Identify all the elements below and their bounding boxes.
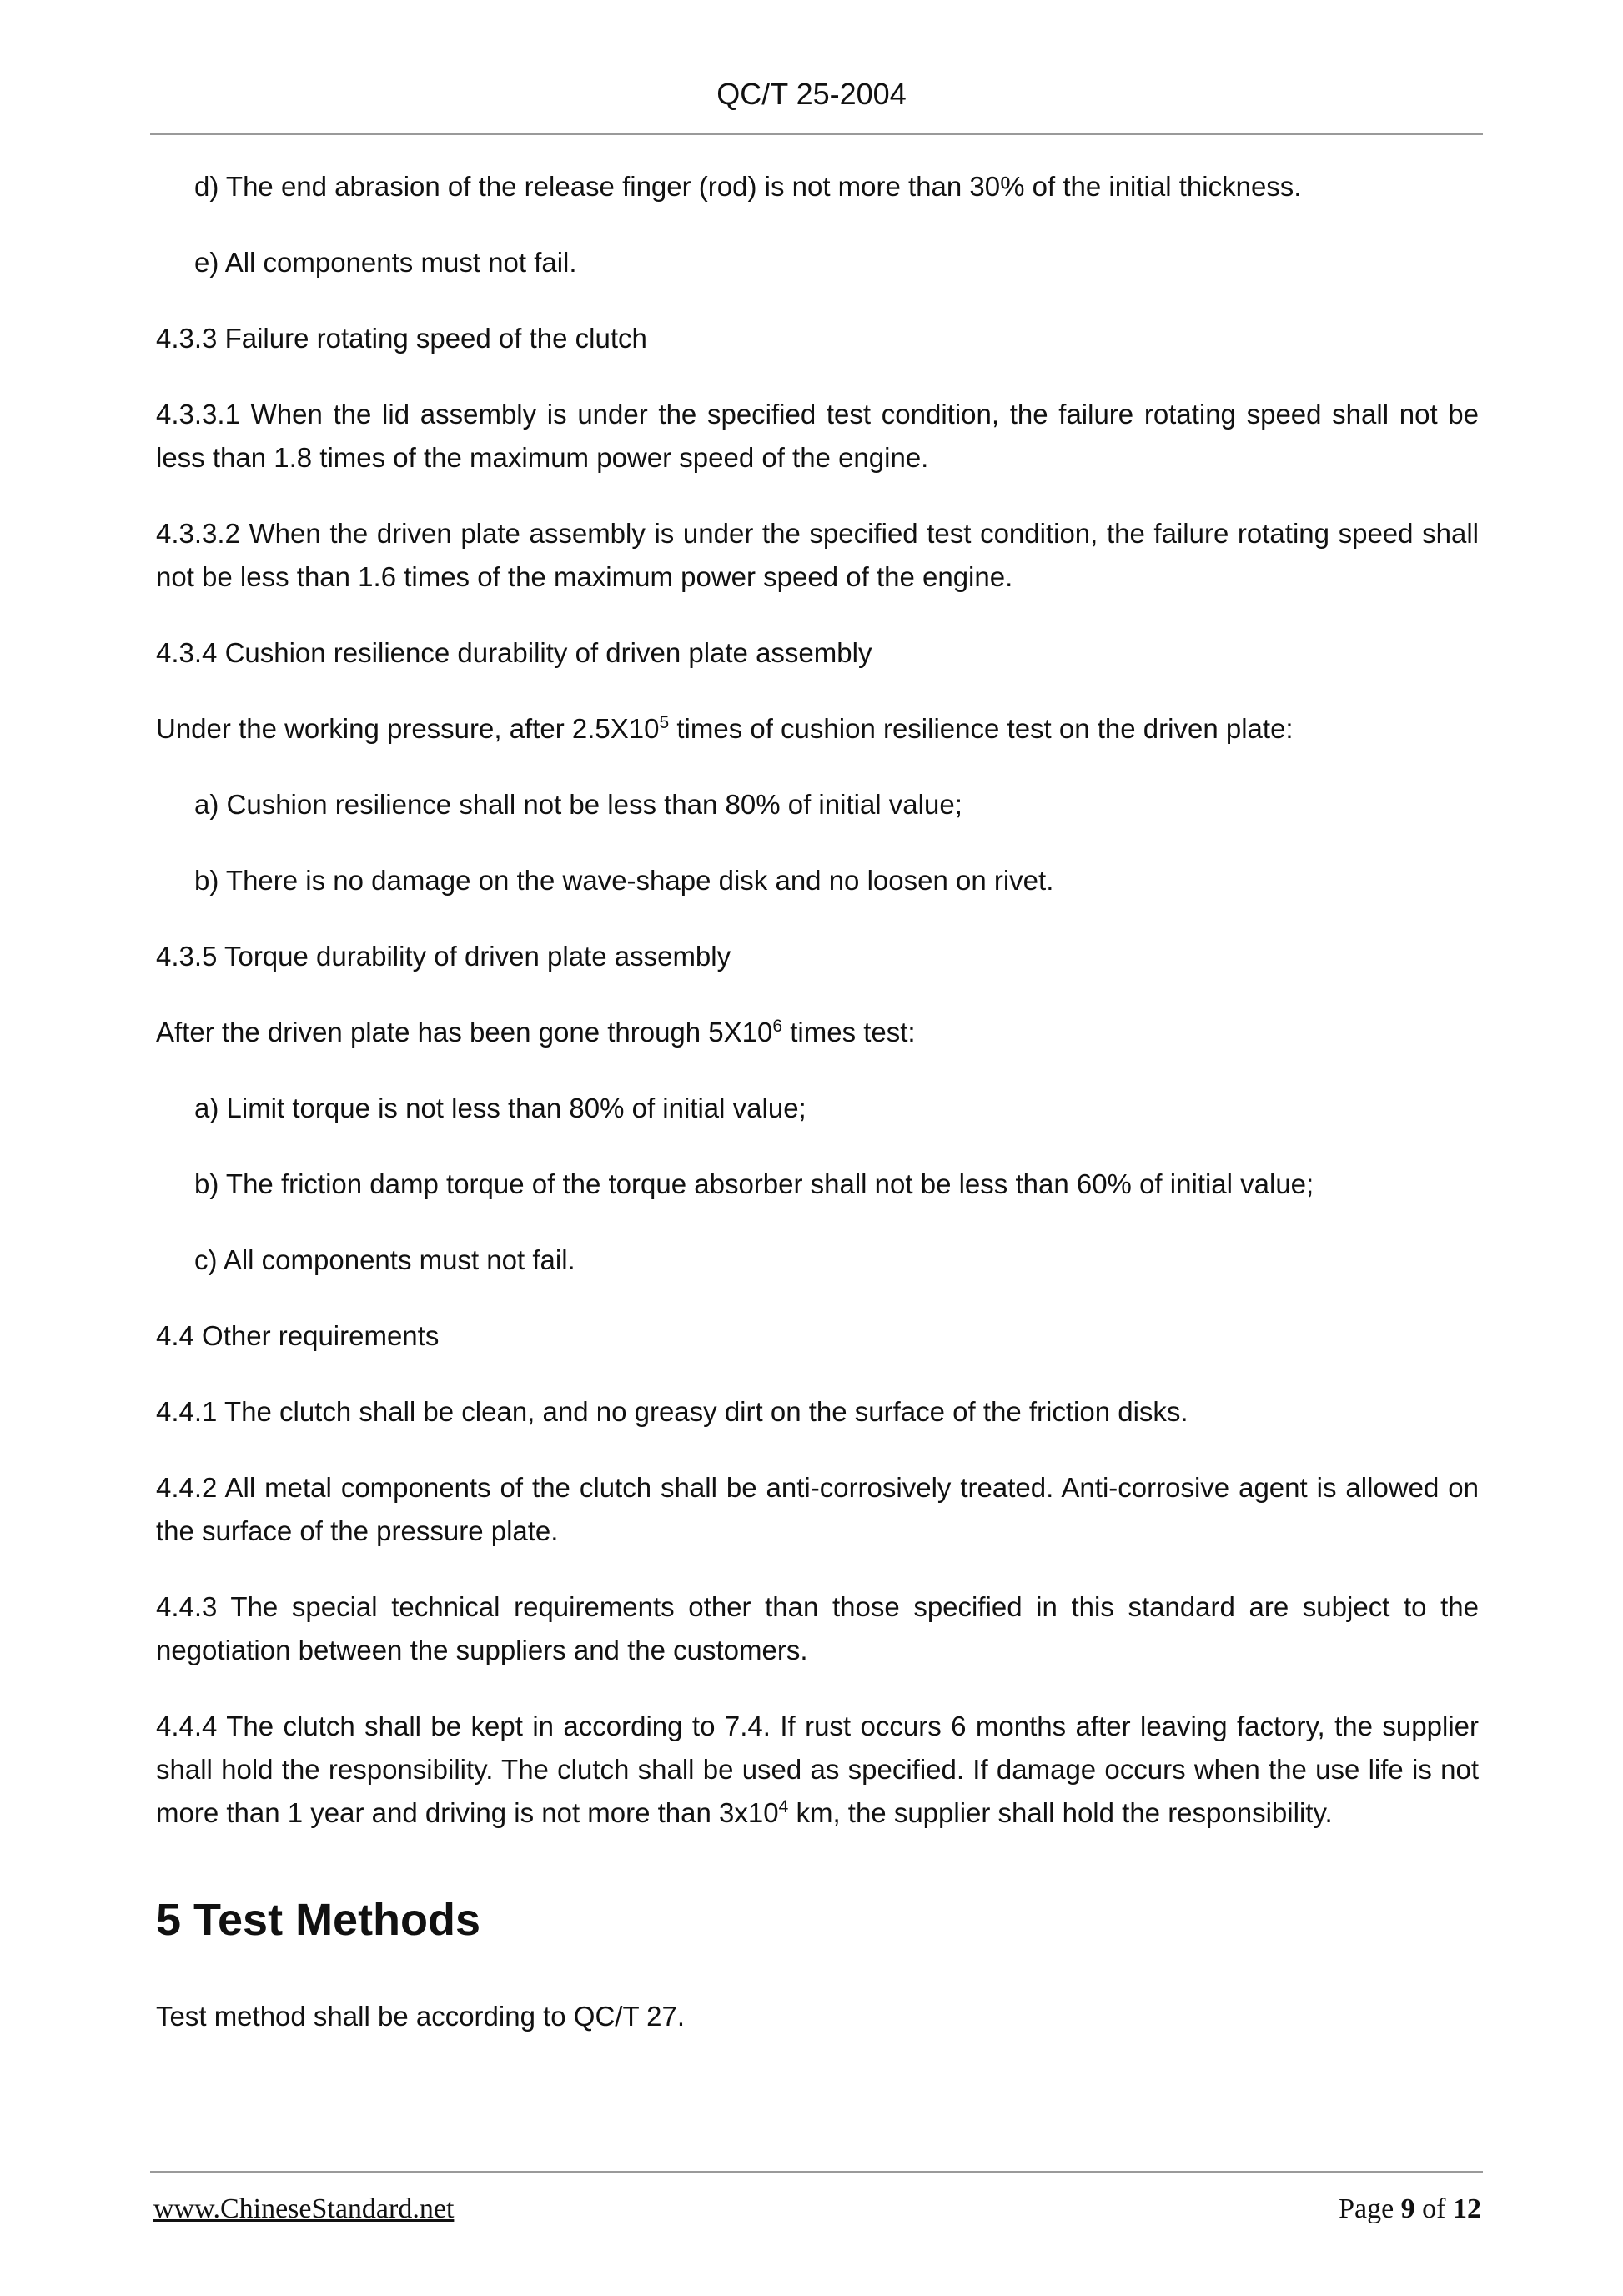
current-page: 9: [1400, 2193, 1415, 2224]
document-body: [156, 165, 1479, 2071]
section-5-heading: 5 Test Methods: [156, 1895, 481, 1945]
intro-text-end: times of cushion resilience test on the driven plate:: [669, 713, 1294, 744]
section-4-3-4-item-a: a) Cushion resilience shall not be less than 80% of initial value;: [194, 789, 962, 820]
total-pages: 12: [1453, 2193, 1481, 2224]
page-of-label: of: [1422, 2193, 1446, 2224]
exponent: 5: [659, 713, 670, 732]
section-4-3-3-2: 4.3.3.2 When the driven plate assembly is under the specified test condition, the failure rotating speed shall not be less than 1.6 times of the maximum power speed of the engine.: [156, 518, 1479, 592]
exponent: 6: [772, 1017, 783, 1036]
section-4-3-5-item-b: b) The friction damp torque of the torque absorber shall not be less than 60% of initial value;: [194, 1168, 1314, 1199]
intro-text-end: times test:: [782, 1017, 916, 1048]
intro-text-start: After the driven plate has been gone through 5X10: [156, 1017, 773, 1048]
section-4-4-3: 4.4.3 The special technical requirements other than those specified in this standard are subject to the negotiation between the suppliers and the customers.: [156, 1591, 1479, 1665]
paragraph-text-end: km, the supplier shall hold the responsibility.: [788, 1797, 1333, 1828]
section-4-3-4-intro: [156, 707, 1479, 751]
list-item-d: d) The end abrasion of the release finger (rod) is not more than 30% of the initial thickness.: [194, 171, 1302, 202]
paragraph-text-start: 4.4.4 The clutch shall be kept in according to 7.4. If rust occurs 6 months after leaving factory, the supplier shall hold the responsibility. The clutch shall be used as specified. If damage occurs when the use life is not more than 1 year and driving is not more than 3x10: [156, 1711, 1479, 1828]
page-number: [1339, 2193, 1481, 2225]
list-item-e: e) All components must not fail.: [194, 247, 577, 278]
exponent: 4: [778, 1797, 789, 1816]
section-5-text: Test method shall be according to QC/T 27.: [156, 2001, 686, 2032]
website-link[interactable]: www.ChineseStandard.net: [153, 2193, 455, 2224]
page-label: Page: [1339, 2193, 1394, 2224]
section-4-3-3-1: 4.3.3.1 When the lid assembly is under the specified test condition, the failure rotating speed shall not be less than 1.8 times of the maximum power speed of the engine.: [156, 399, 1479, 473]
section-4-3-5-intro: [156, 1011, 1479, 1054]
section-4-4-2: 4.4.2 All metal components of the clutch shall be anti-corrosively treated. Anti-corrosive agent is allowed on the surface of the pressure plate.: [156, 1472, 1479, 1546]
section-4-3-5-title: 4.3.5 Torque durability of driven plate assembly: [156, 941, 731, 972]
section-4-4-1: 4.4.1 The clutch shall be clean, and no greasy dirt on the surface of the friction disks.: [156, 1396, 1188, 1427]
section-4-3-4-title: 4.3.4 Cushion resilience durability of driven plate assembly: [156, 637, 872, 668]
section-4-4-title: 4.4 Other requirements: [156, 1320, 440, 1351]
section-4-3-5-item-c: c) All components must not fail.: [194, 1244, 575, 1275]
page-header-title: QC/T 25-2004: [716, 77, 907, 111]
section-4-4-4: [156, 1705, 1479, 1835]
header-divider: [150, 133, 1483, 135]
section-4-3-5-item-a: a) Limit torque is not less than 80% of initial value;: [194, 1093, 806, 1123]
section-4-3-3-title: 4.3.3 Failure rotating speed of the clutch: [156, 323, 647, 354]
footer-divider: [150, 2171, 1483, 2173]
section-4-3-4-item-b: b) There is no damage on the wave-shape disk and no loosen on rivet.: [194, 865, 1054, 896]
intro-text-start: Under the working pressure, after 2.5X10: [156, 713, 660, 744]
